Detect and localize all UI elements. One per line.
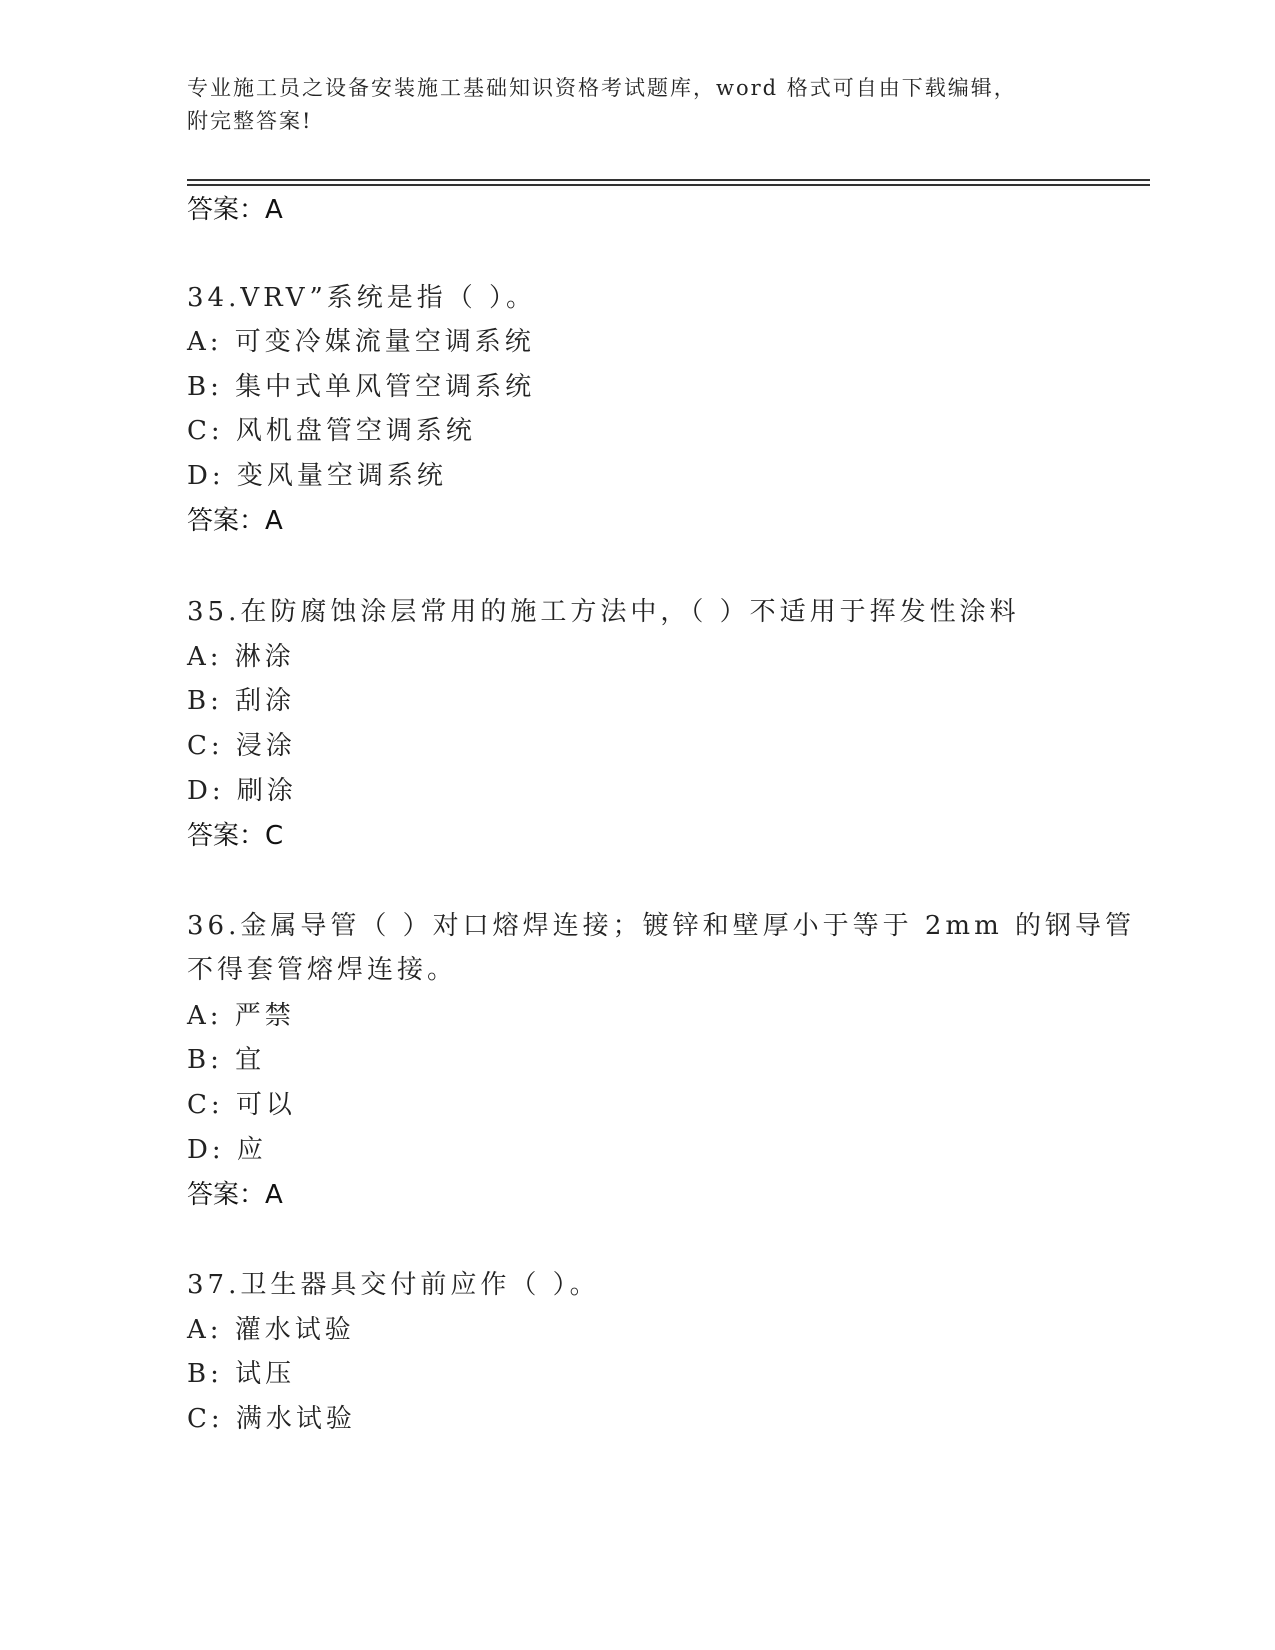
question-35-option-d: D: 刷涂: [187, 776, 297, 806]
question-37-stem: 37.卫生器具交付前应作（ ）。: [187, 1270, 600, 1300]
question-34-option-b: B: 集中式单风管空调系统: [187, 372, 536, 402]
answer-value: A: [265, 195, 285, 225]
question-37-option-a: A: 灌水试验: [187, 1315, 355, 1345]
question-36-stem-line-2: 不得套管熔焊连接。: [187, 955, 458, 985]
header-divider-bottom: [187, 184, 1150, 186]
question-35-answer: [187, 820, 285, 852]
answer-value: C: [265, 821, 286, 851]
question-35-stem: 35.在防腐蚀涂层常用的施工方法中，（ ）不适用于挥发性涂料: [187, 597, 1020, 627]
question-34-option-a: A: 可变冷媒流量空调系统: [187, 327, 535, 357]
question-36-stem-line-1: 36.金属导管（ ）对口熔焊连接；镀锌和壁厚小于等于 2mm 的钢导管: [187, 911, 1135, 941]
answer-label: 答案：: [187, 821, 266, 851]
answer-value: A: [265, 1180, 285, 1210]
question-35-option-c: C: 浸涂: [187, 731, 296, 761]
header-divider-top: [187, 179, 1150, 181]
question-36-option-d: D: 应: [187, 1135, 267, 1165]
answer-value: A: [265, 506, 285, 536]
question-36-option-c: C: 可以: [187, 1090, 296, 1120]
question-35-option-a: A: 淋涂: [187, 642, 295, 672]
question-34-stem: 34.VRV”系统是指（ ）。: [187, 283, 537, 313]
question-37-option-b: B: 试压: [187, 1359, 296, 1389]
answer-label: 答案：: [187, 1180, 266, 1210]
answer-label: 答案：: [187, 195, 266, 225]
question-36-option-a: A: 严禁: [187, 1001, 295, 1031]
question-34-option-d: D: 变风量空调系统: [187, 461, 447, 491]
answer-prev: [187, 194, 285, 226]
document-header: [187, 72, 1087, 138]
question-35-option-b: B: 刮涂: [187, 686, 296, 716]
question-36-answer: [187, 1179, 285, 1211]
question-36-option-b: B: 宜: [187, 1045, 266, 1075]
question-34-answer: [187, 505, 285, 537]
header-line-2: 附完整答案!: [187, 109, 313, 133]
question-34-option-c: C: 风机盘管空调系统: [187, 416, 476, 446]
answer-label: 答案：: [187, 506, 266, 536]
question-37-option-c: C: 满水试验: [187, 1404, 356, 1434]
header-line-1: 专业施工员之设备安装施工基础知识资格考试题库，word 格式可自由下载编辑，: [187, 76, 1017, 100]
